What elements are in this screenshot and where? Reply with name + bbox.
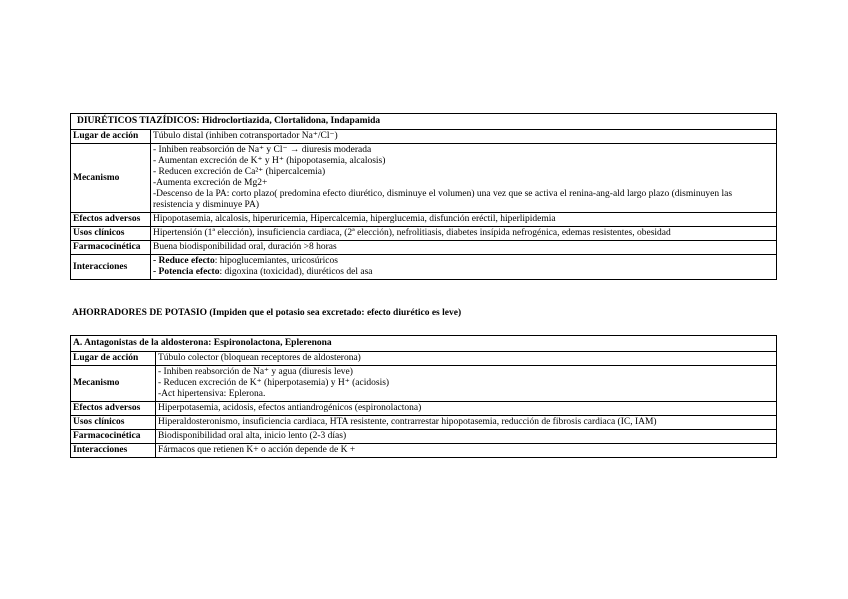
table-row	[71, 227, 777, 241]
row-value-interacciones: Fármacos que retienen K+ o acción depende de K +	[156, 444, 777, 458]
table-row	[71, 213, 777, 227]
table-header-row	[71, 336, 777, 352]
interaccion-text: : digoxina (toxicidad), diuréticos del asa	[219, 267, 373, 277]
row-label-interacciones: Interacciones	[71, 444, 156, 458]
row-value-farmaco: Biodisponibilidad oral alta, inicio lento (2-3 días)	[156, 430, 777, 444]
row-value-lugar: Túbulo colector (bloquean receptores de aldosterona)	[156, 352, 777, 366]
row-value-usos: Hipertensión (1ª elección), insuficiencia cardiaca, (2ª elección), nefrolitiasis, diabetes insípida nefrogénica, edemas resistentes, obesidad	[151, 227, 777, 241]
row-label-efectos: Efectos adversos	[71, 402, 156, 416]
row-label-interacciones: Interacciones	[71, 255, 151, 280]
table-row	[71, 416, 777, 430]
row-label-lugar: Lugar de acción	[71, 130, 151, 144]
table-row	[71, 144, 777, 213]
mecanismo-line: -Descenso de la PA: corto plazo( predomina efecto diurético, disminuye el volumen) una vez que se activa el renina-ang-ald largo plazo (disminuyen las resistencia y disminuye PA)	[153, 189, 733, 210]
interaccion-text: : hipoglucemiantes, uricosúricos	[214, 256, 338, 266]
table-row	[71, 444, 777, 458]
row-value-efectos: Hipopotasemia, alcalosis, hiperuricemia, Hipercalcemia, hiperglucemia, disfunción eréctil, hiperlipidemia	[151, 213, 777, 227]
row-value-mecanismo	[156, 366, 777, 402]
interaccion-line	[153, 267, 774, 278]
mecanismo-line: - Aumentan excreción de K⁺ y H⁺ (hipopotasemia, alcalosis)	[153, 156, 386, 166]
row-label-efectos: Efectos adversos	[71, 213, 151, 227]
table-row	[71, 430, 777, 444]
table-header-row	[71, 114, 777, 130]
mecanismo-line: - Reducen excreción de Ca²⁺ (hipercalcemia)	[153, 167, 326, 177]
row-value-mecanismo	[151, 144, 777, 213]
row-label-farmaco: Farmacocinética	[71, 241, 151, 255]
thiazide-table	[70, 113, 777, 280]
table-row	[71, 402, 777, 416]
row-label-usos: Usos clínicos	[71, 227, 151, 241]
row-value-interacciones	[151, 255, 777, 280]
row-label-lugar: Lugar de acción	[71, 352, 156, 366]
row-label-farmaco: Farmacocinética	[71, 430, 156, 444]
row-value-lugar: Túbulo distal (inhiben cotransportador Na⁺/Cl⁻)	[151, 130, 777, 144]
section-title-ahorradores: AHORRADORES DE POTASIO (Impiden que el potasio sea excretado: efecto diurético es leve)	[72, 308, 462, 318]
interaccion-bold: - Reduce efecto	[153, 256, 215, 266]
mecanismo-line: - Inhiben reabsorción de Na⁺ y agua (diuresis leve)	[158, 367, 353, 377]
table-row	[71, 352, 777, 366]
mecanismo-line: -Act hipertensiva: Eplerona.	[158, 389, 266, 399]
interaccion-bold: - Potencia efecto	[153, 267, 220, 277]
table-row	[71, 130, 777, 144]
aldosterone-antagonist-table	[70, 335, 777, 458]
mecanismo-line: - Inhiben reabsorción de Na⁺ y Cl⁻ → diuresis moderada	[153, 145, 372, 155]
mecanismo-line: - Reducen excreción de K⁺ (hiperpotasemia) y H⁺ (acidosis)	[158, 378, 390, 388]
interaccion-line	[153, 256, 774, 267]
row-label-usos: Usos clínicos	[71, 416, 156, 430]
mecanismo-line: -Aumenta excreción de Mg2+	[153, 178, 268, 188]
table-row	[71, 366, 777, 402]
row-label-mecanismo: Mecanismo	[71, 366, 156, 402]
row-label-mecanismo: Mecanismo	[71, 144, 151, 213]
table-row	[71, 255, 777, 280]
row-value-usos: Hiperaldosteronismo, insuficiencia cardiaca, HTA resistente, contrarrestar hipopotasemia, reducción de fibrosis cardiaca (IC, IAM)	[156, 416, 777, 430]
row-value-efectos: Hiperpotasemia, acidosis, efectos antiandrogénicos (espironolactona)	[156, 402, 777, 416]
thiazide-table-title: DIURÉTICOS TIAZÍDICOS: Hidroclortiazida, Clortalidona, Indapamida	[71, 114, 777, 130]
table-row	[71, 241, 777, 255]
row-value-farmaco: Buena biodisponibilidad oral, duración >8 horas	[151, 241, 777, 255]
aldosterone-table-title: A. Antagonistas de la aldosterona: Espironolactona, Eplerenona	[71, 336, 777, 352]
